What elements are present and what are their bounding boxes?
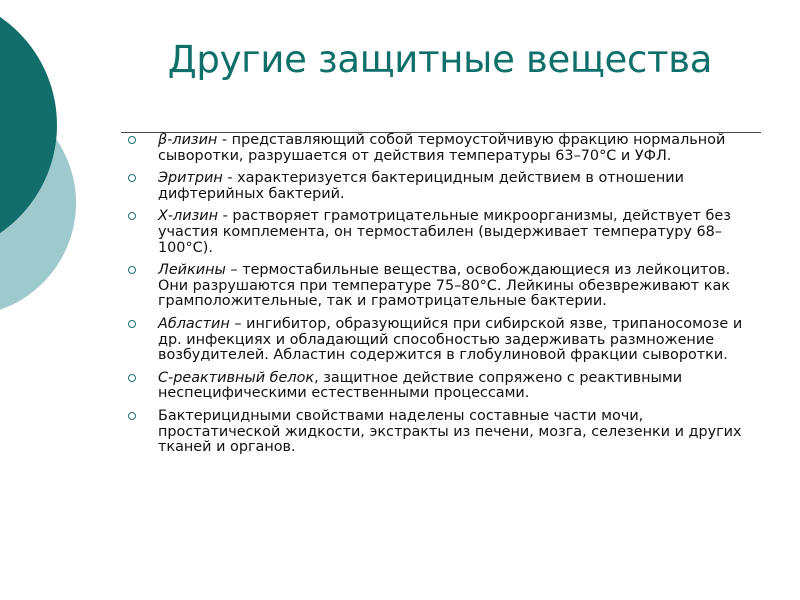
bullet-circle-icon <box>128 174 136 182</box>
bullet-term: Лейкины <box>158 262 226 279</box>
bullet-text: - характеризуется бактерицидным действием в отношении дифтерийных бактерий. <box>158 170 684 202</box>
bullet-term: Абластин <box>158 315 230 332</box>
bullet-item <box>126 263 754 310</box>
bullet-item <box>126 317 754 364</box>
bullet-text: – термостабильные вещества, освобождающиеся из лейкоцитов. Они разрушаются при температуре 75–80°С. Лейкины обезвреживают как грамположительные, так и грамотрицательные бактерии. <box>158 262 731 310</box>
bullet-text: - представляющий собой термоустойчивую фракцию нормальной сыворотки, разрушается от действия температуры 63–70°С и УФЛ. <box>158 132 726 164</box>
bullet-term: β-лизин <box>158 132 218 148</box>
slide-title: Другие защитные вещества <box>167 38 713 81</box>
bullet-item <box>126 371 754 402</box>
bullet-term: Х-лизин <box>158 208 219 225</box>
bullet-circle-icon <box>128 266 136 274</box>
bullet-term: С-реактивный белок <box>158 369 315 386</box>
bullet-circle-icon <box>128 374 136 382</box>
bullet-text: – ингибитор, образующийся при сибирской язве, трипаносомозе и др. инфекциях и обладающий способностью задерживать размножение возбудителей. Абластин содержится в глобулиновой фракции сыворотки. <box>158 315 743 364</box>
bullet-circle-icon <box>128 136 136 144</box>
bullet-list <box>126 133 754 463</box>
bullet-text: - растворяет грамотрицательные микроорганизмы, действует без участия комплемента, он термостабилен (выдерживает температуру 68–100°С). <box>158 208 731 256</box>
bullet-text: Бактерицидными свойствами наделены составные части мочи, простатической жидкости, экстракты из печени, мозга, селезенки и других тканей и органов. <box>158 407 742 456</box>
bullet-circle-icon <box>128 212 136 220</box>
bullet-item <box>126 409 754 456</box>
bullet-item <box>126 209 754 256</box>
bullet-item <box>126 133 754 164</box>
bullet-term: Эритрин <box>158 170 223 187</box>
bullet-circle-icon <box>128 320 136 328</box>
bullet-item <box>126 171 754 202</box>
bullet-text: , защитное действие сопряжено с реактивными неспецифическими естественными процессами. <box>158 369 683 402</box>
bullet-circle-icon <box>128 412 136 420</box>
